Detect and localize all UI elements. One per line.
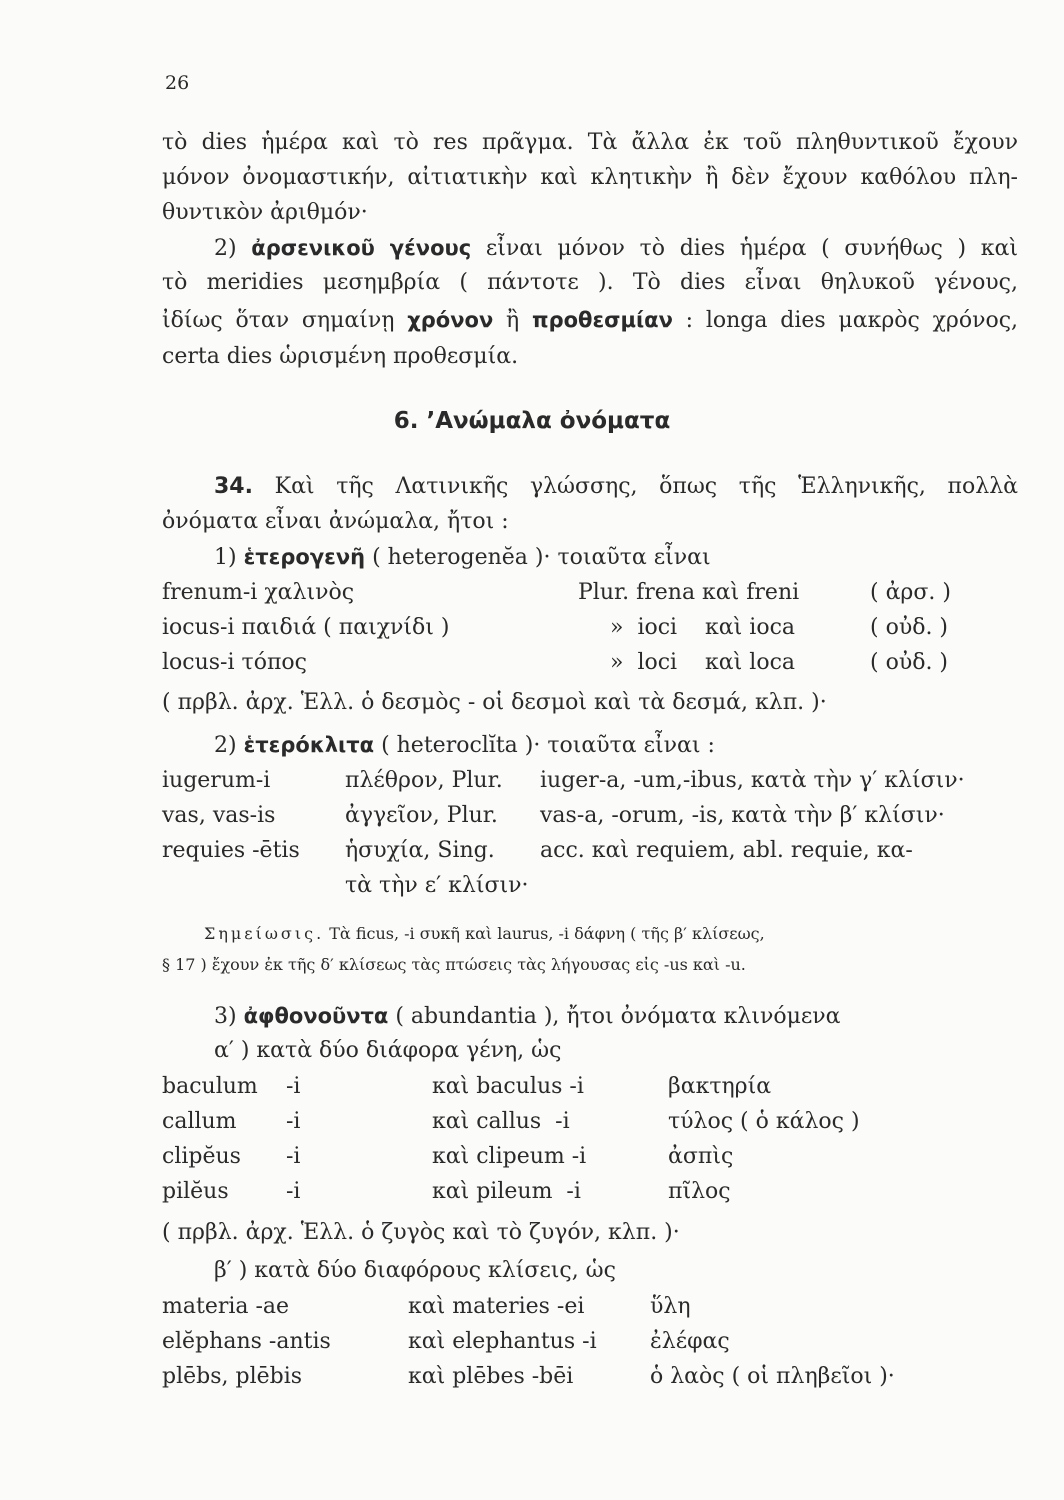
text-span: ( heteroclĭta )· τοιαῦτα εἶναι : [381, 733, 715, 758]
text-span: β′ ) κατὰ δύο διαφόρους κλίσεις, ὡς [214, 1258, 616, 1283]
text-span: ( heterogenĕa )· τοιαῦτα εἶναι [372, 545, 711, 570]
list-number: 2) [214, 236, 237, 261]
text-line: certa dies ὡρισμένη προθεσμία. [162, 344, 519, 369]
table-cell: frenum-i χαλινὸς [162, 580, 355, 605]
paragraph-number: 34. [214, 474, 253, 499]
table-cell: ( οὐδ. ) [870, 615, 949, 640]
bold-term: ἀρσενικοῦ γένους [251, 236, 472, 260]
list-number: 1) [214, 545, 237, 570]
text-span: : longa dies μακρὸς χρόνος, [685, 308, 1019, 333]
page-number: 26 [165, 72, 190, 94]
text-span: ἢ [506, 308, 520, 333]
table-cell: καὶ plēbes -bēi [408, 1364, 574, 1389]
text-line [162, 305, 1018, 336]
table-cell-continuation: τὰ τὴν ε′ κλίσιν· [345, 873, 529, 898]
text-line: ὀνόματα εἶναι ἀνώμαλα, ἤτοι : [162, 509, 509, 534]
text-span: Τὰ ficus, -i συκῆ καὶ laurus, -i δάφνη ( τῆς β′ κλίσεως, [329, 924, 765, 943]
table-cell: καὶ clipeum -i [432, 1144, 587, 1169]
list-number: 2) [214, 733, 237, 758]
table-cell: τύλος ( ὁ κάλος ) [668, 1109, 860, 1134]
table-cell: πλέθρον, Plur. [345, 768, 503, 793]
table-cell: requies -ētis [162, 838, 300, 863]
table-cell: » ioci καὶ ioca [610, 615, 796, 640]
text-span: εἶναι μόνον τὸ dies ἡμέρα ( συνήθως ) καὶ [485, 236, 1019, 261]
bold-term: προθεσμίαν [531, 308, 673, 332]
table-cell: clipĕus [162, 1144, 241, 1169]
note-line: § 17 ) ἔχουν ἐκ τῆς δ′ κλίσεως τὰς πτώσεις τὰς λήγουσας εἰς -us καὶ -u. [162, 955, 746, 974]
table-cell: materia -ae [162, 1294, 290, 1319]
table-cell: callum [162, 1109, 237, 1134]
list-item-3 [162, 1001, 1018, 1032]
text-span: Καὶ τῆς Λατινικῆς γλώσσης, ὅπως τῆς Ἑλληνικῆς, πολλὰ [274, 474, 1018, 499]
table-cell: ὕλη [650, 1294, 691, 1319]
text-span: ἰδίως ὅταν σημαίνῃ [162, 308, 395, 333]
table-cell: ἐλέφας [650, 1329, 730, 1354]
table-cell: ( ἀρσ. ) [870, 580, 951, 605]
table-cell: plēbs, plēbis [162, 1364, 303, 1389]
paragraph-2 [162, 233, 1018, 264]
table-cell: locus-i τόπος [162, 650, 307, 675]
table-cell: acc. καὶ requiem, abl. requie, κα- [540, 838, 913, 863]
list-number: 3) [214, 1004, 237, 1029]
table-cell: elĕphans -antis [162, 1329, 331, 1354]
table-cell: -i [286, 1179, 301, 1204]
subheading-a [162, 1036, 1018, 1066]
table-cell: καὶ materies -ei [408, 1294, 585, 1319]
table-cell: vas, vas-is [162, 803, 276, 828]
table-cell: ἀγγεῖον, Plur. [345, 803, 498, 828]
text-line: τὸ dies ἡμέρα καὶ τὸ res πρᾶγμα. Τὰ ἄλλα ἐκ τοῦ πληθυντικοῦ ἔχουν [162, 130, 1018, 155]
table-cell: vas-a, -orum, -is, κατὰ τὴν β′ κλίσιν· [540, 803, 945, 828]
table-cell: ἡσυχία, Sing. [345, 838, 495, 863]
table-cell: καὶ pileum -i [432, 1179, 581, 1204]
table-cell: iocus-i παιδιά ( παιχνίδι ) [162, 615, 450, 640]
text-span: ( abundantia ), ἤτοι ὀνόματα κλινόμενα [395, 1004, 841, 1029]
table-cell: iugerum-i [162, 768, 271, 793]
table-cell: » loci καὶ loca [610, 650, 796, 675]
table-cell: baculum [162, 1074, 258, 1099]
bold-term: ἀφθονοῦντα [243, 1004, 389, 1028]
table-cell: ὁ λαὸς ( οἱ πληβεῖοι )· [650, 1364, 895, 1389]
table-cell: -i [286, 1074, 301, 1099]
table-cell: pilĕus [162, 1179, 229, 1204]
table-cell: Plur. frena καὶ freni [578, 580, 800, 605]
section-heading: 6. ’Ανώμαλα ὀνόματα [393, 408, 671, 434]
comparison-note: ( πρβλ. ἀρχ. Ἑλλ. ὁ δεσμὸς - οἱ δεσμοὶ καὶ τὰ δεσμά, κλπ. )· [162, 690, 827, 715]
table-cell: καὶ elephantus -i [408, 1329, 597, 1354]
bold-term: χρόνον [407, 308, 494, 332]
table-cell: ἀσπὶς [668, 1144, 734, 1169]
list-item-1 [162, 542, 1018, 573]
table-cell: ( οὐδ. ) [870, 650, 949, 675]
table-cell: iuger-a, -um,-ibus, κατὰ τὴν γ′ κλίσιν· [540, 768, 965, 793]
note [162, 922, 1018, 946]
table-cell: καὶ baculus -i [432, 1074, 584, 1099]
note-label: Σημείωσις. [204, 924, 325, 943]
subheading-b [162, 1256, 1018, 1286]
comparison-note: ( πρβλ. ἀρχ. Ἑλλ. ὁ ζυγὸς καὶ τὸ ζυγόν, κλπ. )· [162, 1220, 680, 1245]
list-item-2 [162, 730, 1018, 761]
table-cell: -i [286, 1109, 301, 1134]
text-line: μόνον ὀνομαστικήν, αἰτιατικὴν καὶ κλητικὴν ἢ δὲν ἔχουν καθόλου πλη- [162, 165, 1018, 190]
paragraph-34 [162, 472, 1018, 502]
text-line: τὸ meridies μεσημβρία ( πάντοτε ). Τὸ dies εἶναι θηλυκοῦ γένους, [162, 270, 1018, 295]
text-line: θυντικὸν ἀριθμόν· [162, 200, 368, 225]
bold-term: ἑτερόκλιτα [243, 733, 375, 757]
table-cell: -i [286, 1144, 301, 1169]
table-cell: καὶ callus -i [432, 1109, 570, 1134]
table-cell: πῖλος [668, 1179, 731, 1204]
bold-term: ἑτερογενῆ [243, 545, 366, 569]
text-span: α′ ) κατὰ δύο διάφορα γένη, ὡς [214, 1038, 562, 1063]
table-cell: βακτηρία [668, 1074, 772, 1099]
